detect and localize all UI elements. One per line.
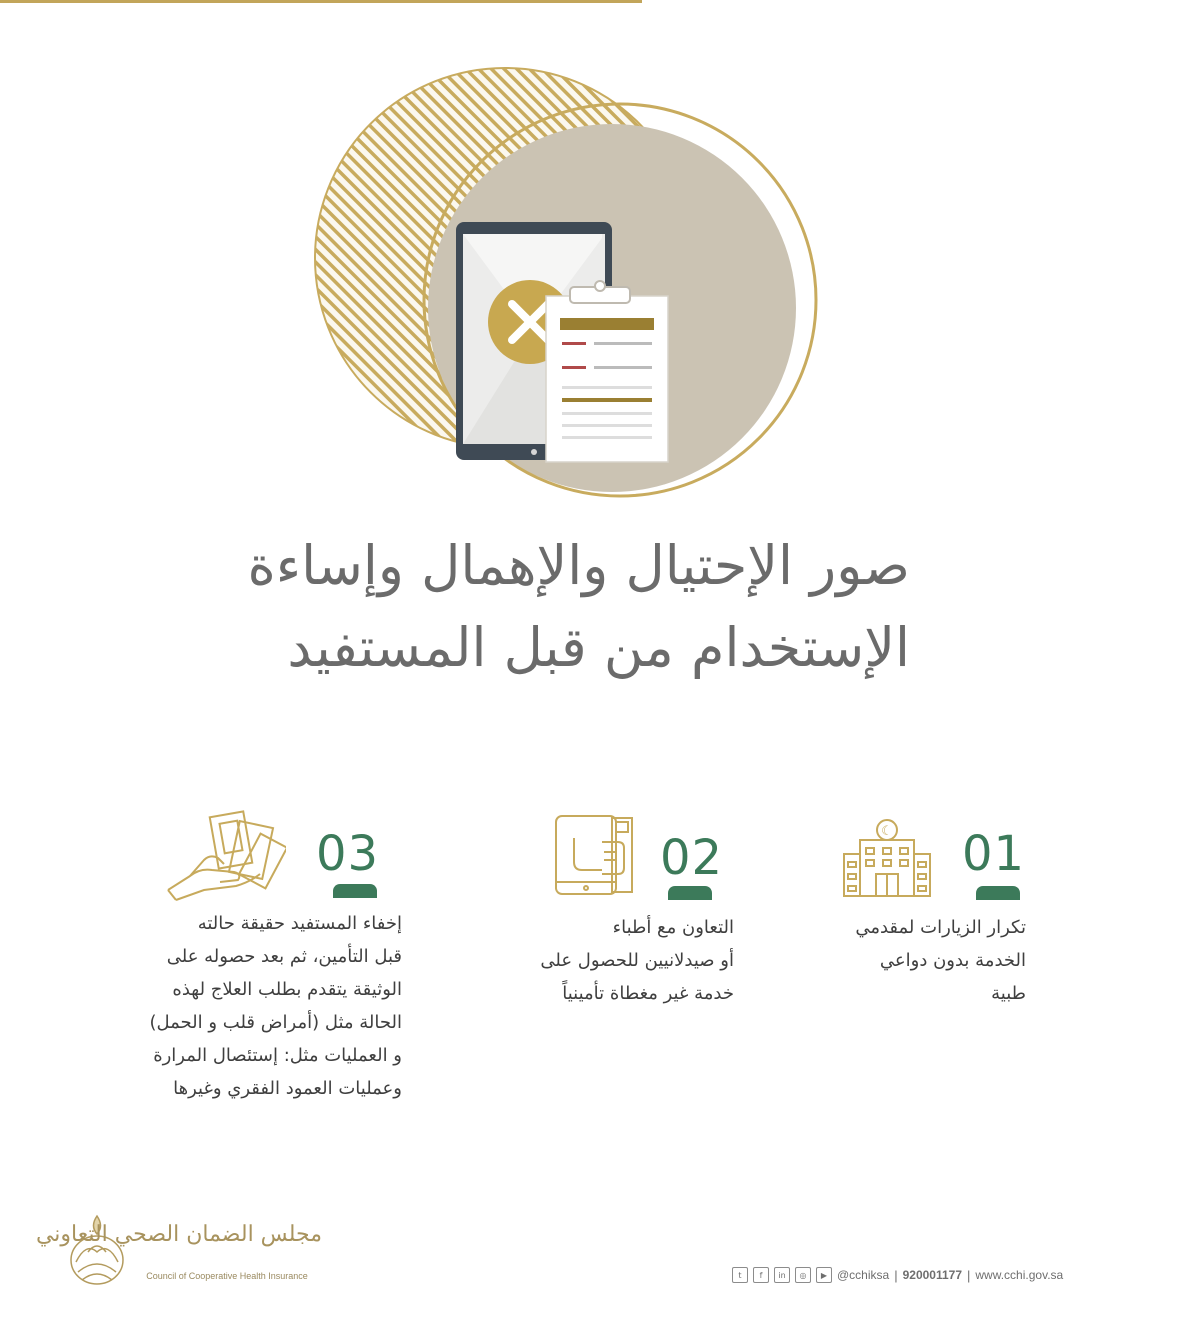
separator: | (894, 1267, 898, 1283)
item-1-number: 01 (962, 826, 1026, 882)
linkedin-icon[interactable]: in (774, 1267, 790, 1283)
item-3-number: 03 (316, 826, 380, 882)
page-title-line-2: الإستخدام من قبل المستفيد (287, 616, 910, 679)
logo-english-name: Council of Cooperative Health Insurance (146, 1271, 308, 1281)
item-1-marker (976, 886, 1020, 900)
phone-money-hand-icon (552, 812, 642, 898)
separator: | (967, 1267, 971, 1283)
item-2-text: التعاون مع أطباء أو صيدلانيين للحصول على خدمة غير مغطاة تأمينياً (540, 917, 734, 1004)
facebook-icon[interactable]: f (753, 1267, 769, 1283)
hand-money-icon (164, 810, 286, 902)
instagram-icon[interactable]: ◎ (795, 1267, 811, 1283)
twitter-icon[interactable]: t (732, 1267, 748, 1283)
hero-illustration (0, 0, 1200, 520)
social-handle[interactable]: @cchiksa (837, 1268, 890, 1282)
page-title-line-1: صور الإحتيال والإهمال وإساءة (247, 534, 910, 597)
item-1-text: تكرار الزيارات لمقدمي الخدمة بدون دواعي طبية (855, 917, 1026, 1004)
website-link[interactable]: www.cchi.gov.sa (975, 1268, 1064, 1282)
item-2-number: 02 (660, 830, 724, 886)
clipboard-icon (546, 281, 668, 462)
footer-contact-bar (732, 1264, 1063, 1286)
hospital-icon (842, 816, 932, 898)
item-3-marker (333, 884, 377, 898)
item-2-marker (668, 886, 712, 900)
svg-text:☾: ☾ (881, 824, 893, 839)
item-3-text: إخفاء المستفيد حقيقة حالته قبل التأمين، ثم بعد حصوله على الوثيقة يتقدم بطلب العلاج لهذه الحالة مثل (أمراض قلب و الحمل) و العمليات مثل: إستئصال المرارة وعمليات العمود الفقري وغيرها (149, 913, 402, 1099)
logo-arabic-name: مجلس الضمان الصحي التعاوني (35, 1222, 322, 1247)
youtube-icon[interactable]: ▶ (816, 1267, 832, 1283)
phone-number[interactable]: 920001177 (902, 1268, 962, 1282)
